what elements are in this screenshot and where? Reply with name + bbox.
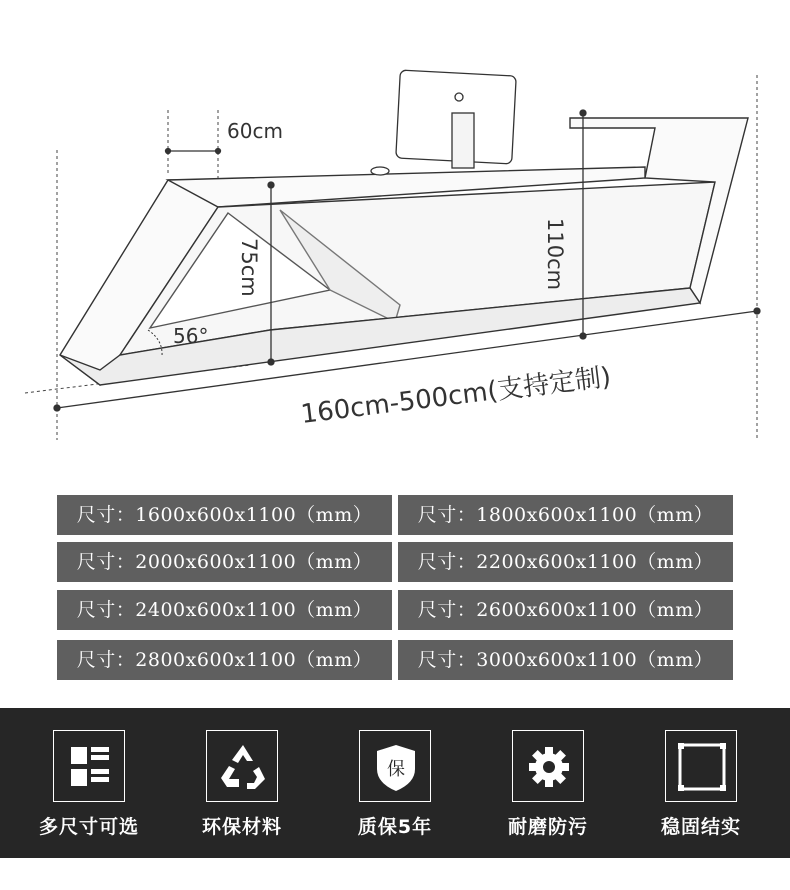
shield-icon-text: 保 — [387, 759, 405, 780]
feature-label: 质保5年 — [357, 816, 433, 838]
feature-label: 多尺寸可选 — [38, 816, 139, 838]
width-dimension-line — [166, 149, 221, 154]
size-option: 尺寸：1800x600x1100（mm） — [398, 495, 733, 535]
size-option: 尺寸：2600x600x1100（mm） — [398, 590, 733, 630]
feature-label: 耐磨防污 — [507, 816, 588, 838]
size-option: 尺寸：2200x600x1100（mm） — [398, 542, 733, 582]
dim-height-desk-label: 75cm — [237, 238, 261, 297]
feature-warranty — [327, 708, 457, 858]
feature-eco-material — [174, 708, 304, 858]
feature-label: 环保材料 — [201, 816, 282, 838]
feature-bar — [0, 708, 790, 858]
size-option: 尺寸：1600x600x1100（mm） — [57, 495, 392, 535]
dim-width-label: 60cm — [227, 119, 283, 143]
feature-multi-size — [21, 708, 151, 858]
feature-label: 稳固结实 — [660, 816, 741, 838]
angle-label: 56° — [173, 324, 209, 348]
shield-icon — [359, 730, 431, 802]
size-option: 尺寸：3000x600x1100（mm） — [398, 640, 733, 680]
size-option: 尺寸：2400x600x1100（mm） — [57, 590, 392, 630]
recycle-icon — [206, 730, 278, 802]
feature-sturdy — [633, 708, 763, 858]
monitor-icon — [371, 70, 516, 175]
layout-grid-icon — [53, 730, 125, 802]
dim-height-total-label: 110cm — [543, 218, 567, 291]
size-option: 尺寸：2000x600x1100（mm） — [57, 542, 392, 582]
size-option: 尺寸：2800x600x1100（mm） — [57, 640, 392, 680]
length-label: 160cm-500cm(支持定制) — [299, 362, 613, 430]
feature-wear-resistant — [480, 708, 610, 858]
frame-icon — [665, 730, 737, 802]
gear-icon — [512, 730, 584, 802]
